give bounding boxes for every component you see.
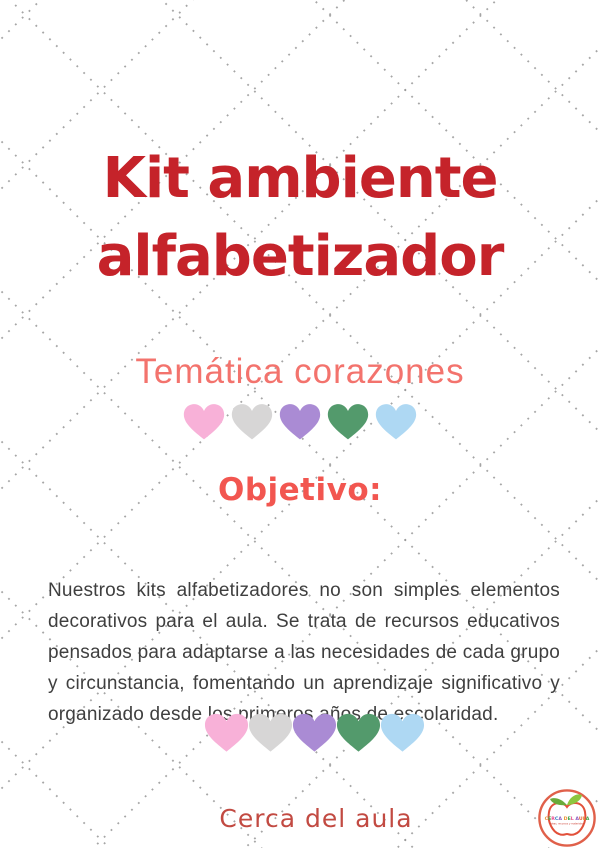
heart-pink-icon — [182, 402, 226, 442]
brand-logo — [537, 788, 597, 848]
heart-gray-icon — [230, 402, 274, 442]
heart-blue-icon — [374, 402, 418, 442]
intro-paragraph: Nuestros kits alfabetizadores no son simples elementos decorativos para el aula. Se trata de recursos educativos pensados para adaptarse a las necesidades de cada grupo y circunstancia, fomentando un aprendizaje significativo y organizado desde los primeros años de escolaridad. — [48, 580, 560, 725]
heart-pink-icon — [203, 712, 250, 754]
heart-blue-icon — [379, 712, 426, 754]
heart-purple-icon — [278, 402, 322, 442]
heart-green-icon — [335, 712, 382, 754]
page-title — [0, 140, 600, 296]
hearts-row-bottom — [203, 712, 423, 754]
page-title-line2: alfabetizador — [96, 223, 504, 289]
heart-green-icon — [326, 402, 370, 442]
footer-brand: Cerca del aula — [219, 804, 413, 833]
heart-gray-icon — [247, 712, 294, 754]
hearts-row-top — [0, 402, 600, 442]
heart-purple-icon — [291, 712, 338, 754]
logo-wordmark: CERCA DEL AULA — [544, 816, 590, 822]
logo-tagline: ideas, recursos y materiales — [550, 822, 584, 826]
objective-heading: Objetivo: — [217, 472, 383, 508]
page-title-line1: Kit ambiente — [102, 145, 498, 211]
theme-heading: Temática corazones — [135, 352, 465, 391]
apple-logo-icon — [537, 788, 597, 848]
